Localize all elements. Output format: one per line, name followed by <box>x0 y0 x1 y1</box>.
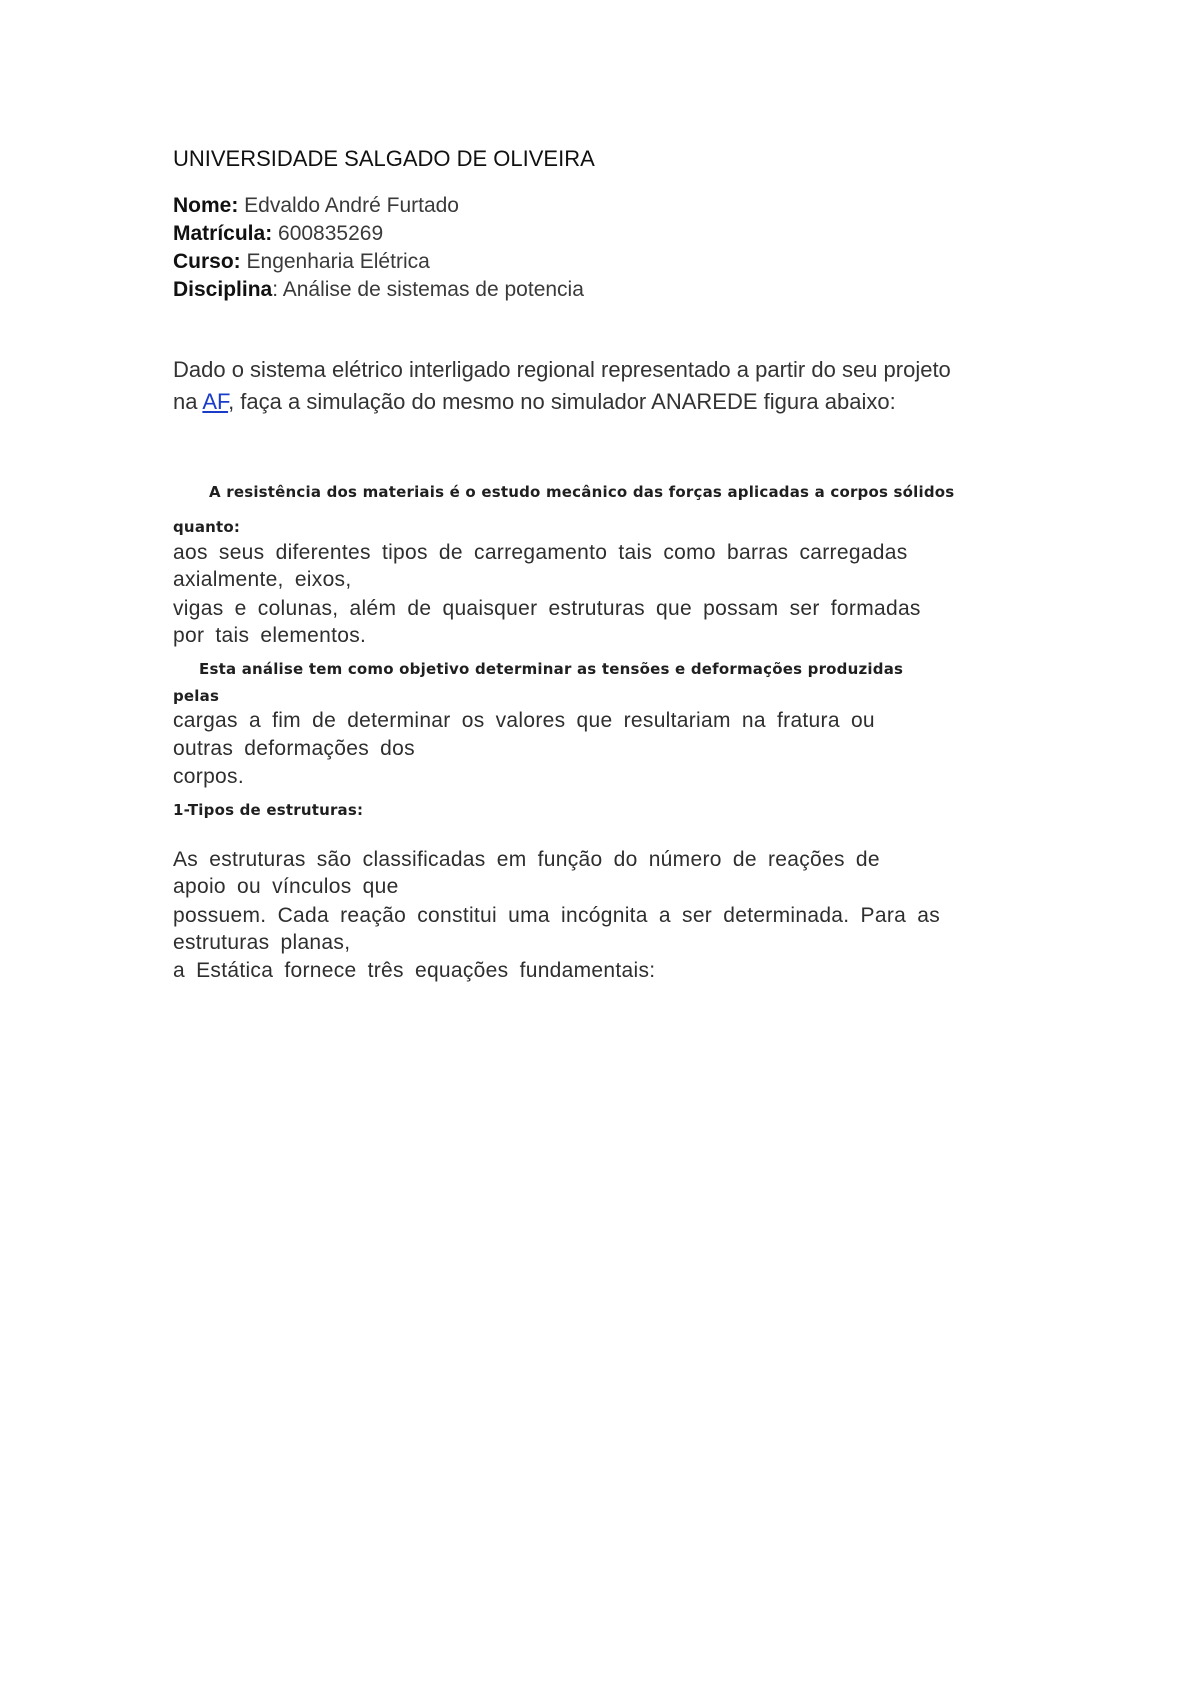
section1-line: estruturas planas, <box>173 931 351 954</box>
field-name-label: Nome: <box>173 194 239 217</box>
paragraph2-heading-line1: Esta análise tem como objetivo determinar as tensões e deformações produzidas <box>199 660 904 678</box>
document-title: UNIVERSIDADE SALGADO DE OLIVEIRA <box>173 146 595 171</box>
paragraph1-heading-line1: A resistência dos materiais é o estudo mecânico das forças aplicadas a corpos sólidos <box>209 483 955 501</box>
paragraph2-line: outras deformações dos <box>173 737 415 760</box>
af-link[interactable]: AF <box>202 389 229 414</box>
paragraph2-line: corpos. <box>173 765 244 788</box>
field-course-value: Engenharia Elétrica <box>240 250 430 273</box>
field-course <box>173 249 430 275</box>
field-registration <box>173 221 383 247</box>
paragraph2-heading-line2: pelas <box>173 687 220 705</box>
field-name-value: Edvaldo André Furtado <box>238 194 459 217</box>
paragraph1-line: axialmente, eixos, <box>173 568 352 591</box>
paragraph1-line: vigas e colunas, além de quaisquer estruturas que possam ser formadas <box>173 597 921 620</box>
intro-line-2 <box>173 389 896 415</box>
section1-line: apoio ou vínculos que <box>173 875 399 898</box>
field-course-label: Curso: <box>173 250 241 273</box>
section1-line: possuem. Cada reação constitui uma incógnita a ser determinada. Para as <box>173 904 941 927</box>
intro-line-2-prefix: na <box>173 389 203 414</box>
paragraph1-heading-line2: quanto: <box>173 518 241 536</box>
intro-line-2-suffix: , faça a simulação do mesmo no simulador ANAREDE figura abaixo: <box>228 389 896 414</box>
field-discipline-value: : Análise de sistemas de potencia <box>272 278 584 301</box>
section1-line: As estruturas são classificadas em função do número de reações de <box>173 848 880 871</box>
field-discipline <box>173 277 584 303</box>
section1-heading: 1-Tipos de estruturas: <box>173 801 364 819</box>
field-registration-value: 600835269 <box>272 222 384 245</box>
section1-line: a Estática fornece três equações fundamentais: <box>173 959 656 982</box>
field-discipline-label: Disciplina <box>173 278 273 301</box>
field-registration-label: Matrícula: <box>173 222 273 245</box>
intro-line-1: Dado o sistema elétrico interligado regional representado a partir do seu projeto <box>173 357 951 382</box>
paragraph1-line: por tais elementos. <box>173 624 367 647</box>
paragraph1-line: aos seus diferentes tipos de carregamento tais como barras carregadas <box>173 541 908 564</box>
field-name <box>173 193 459 219</box>
paragraph2-line: cargas a fim de determinar os valores que resultariam na fratura ou <box>173 709 875 732</box>
